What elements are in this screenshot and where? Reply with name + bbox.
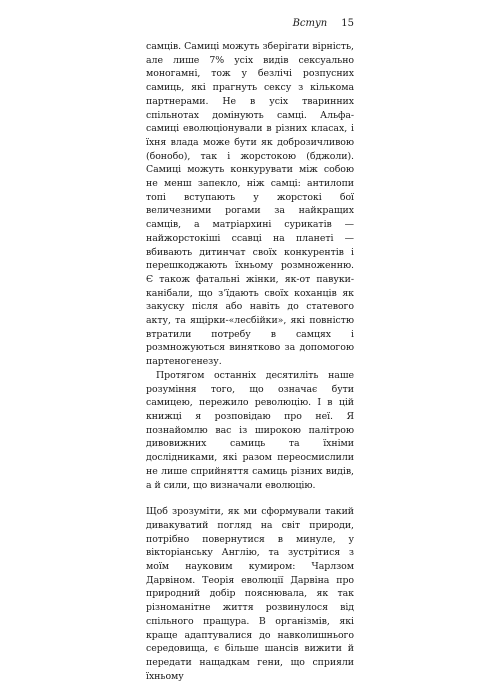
body-text: [146, 40, 354, 683]
running-header: [146, 18, 354, 30]
running-title: Вступ: [292, 18, 328, 29]
paragraph: Протягом останніх десятиліть наше розуміння того, що означає бути самицею, пережило революцію. І в цій книжці я розповідаю про неї. Я познайомлю вас із широкою палітрою дивовижних самиць та їхніми дослідниками, які разом переосмислили не лише сприйняття самиць різних видів, а й сили, що визначали еволюцію.: [146, 369, 354, 491]
paragraph: самців. Самиці можуть зберігати вірність, але лише 7% усіх видів сексуально моногамні, тож у безлічі розпусних самиць, які прагнуть сексу з кількома партнерами. Не в усіх тваринних спільнотах домінують самці. Альфа-самиці еволюціонували в різних класах, і їхня влада може бути як доброзичливою (бонобо), так і жорстокою (бджоли). Самиці можуть конкурувати між собою не менш запекло, ніж самці: антилопи топі вступають у жорстокі бої величезними рогами за найкращих самців, а матріархині сурикатів — найжорстокіші ссавці на планеті — вбивають дитинчат своїх конкурентів і перешкоджають їхньому розмноженню. Є також фатальні жінки, як-от павуки-канібали, що з’їдають своїх коханців як закуску після або навіть до статевого акту, та ящірки-«лесбійки», які повністю втратили потребу в самцях і розмножуються винятково за допомогою партеногенезу.: [146, 41, 354, 368]
paragraph: Щоб зрозуміти, як ми сформували такий дивакуватий погляд на світ природи, потрібно повернутися в минуле, у вікторіанську Англію, та зустрітися з моїм науковим кумиром: Чарлзом Дарвіном. Теорія еволюції Дарвіна про природний добір пояснювала, як так різноманітне життя розвинулося від спільного пращура. В організмів, які краще адаптувалися до навколишнього середовища, є більше шансів вижити й передати нащадкам гени, що сприяли їхньому: [146, 506, 354, 682]
page-number: 15: [341, 18, 354, 29]
